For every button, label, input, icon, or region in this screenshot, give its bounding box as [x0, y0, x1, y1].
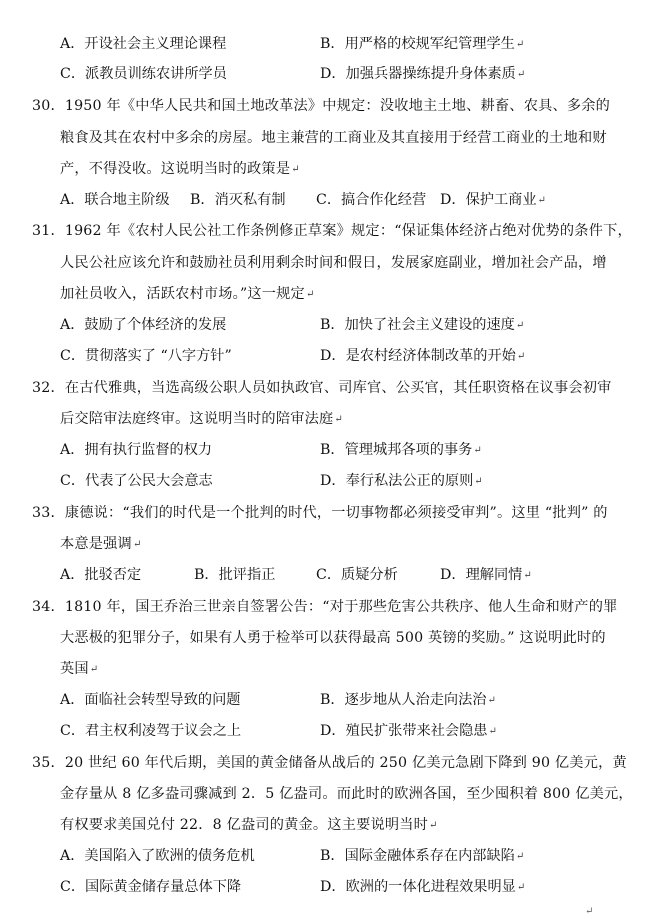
option-d: D．是农村经济体制改革的开始↵ [320, 348, 526, 364]
question-35-line-3: 有权要求美国兑付 22．8 亿盎司的黄金。这主要说明当时↵ [60, 817, 438, 833]
option-b: B．批评指正 [194, 567, 276, 583]
option-c: C．质疑分析 [316, 567, 398, 583]
option-c: C．国际黄金储存量总体下降 [60, 879, 242, 895]
option-b: B．管理城邦各项的事务↵ [320, 442, 482, 458]
question-33-line-2: 本意是强调↵ [60, 536, 142, 552]
option-d: D．奉行私法公正的原则↵ [320, 473, 483, 489]
question-31-line-3: 加社员收入，活跃农村市场。”这一规定↵ [60, 286, 315, 302]
option-a: A．面临社会转型导致的问题 [60, 692, 241, 708]
question-32-line-2: 后交陪审法庭终审。这说明当时的陪审法庭↵ [60, 411, 343, 427]
option-d: D．加强兵器操练提升身体素质↵ [320, 66, 526, 82]
paragraph-mark: ↵ [585, 906, 594, 917]
option-a: A．开设社会主义理论课程 [60, 36, 227, 52]
option-b: B．加快了社会主义建设的速度↵ [320, 317, 525, 333]
question-34-line-2: 大恶极的犯罪分子，如果有人勇于检举可以获得最高 500 英镑的奖励。” 这说明此时的 [60, 630, 606, 646]
option-b: B．消灭私有制 [190, 192, 286, 208]
option-c: C．君主权利凌驾于议会之上 [60, 723, 242, 739]
question-33-line-1: 33．康德说：“我们的时代是一个批判的时代，一切事物都必须接受审判”。这里 “批判” 的 [32, 505, 608, 521]
question-30-line-1: 30．1950 年《中华人民共和国土地改革法》中规定：没收地主土地、耕畜、农具、多余的 [32, 98, 611, 114]
option-d: D．殖民扩张带来社会隐患↵ [320, 723, 497, 739]
option-d: D．欧洲的一体化进程效果明显↵ [320, 879, 526, 895]
option-b: B．逐步地从人治走向法治↵ [320, 692, 496, 708]
option-a: A．批驳否定 [60, 567, 142, 583]
question-35-line-2: 金存量从 8 亿多盎司骤减到 2．5 亿盎司。而此时的欧洲各国，至少囤积着 800 亿美元， [60, 786, 633, 802]
option-a: A．拥有执行监督的权力 [60, 442, 213, 458]
option-c: C．搞合作化经营 [316, 192, 427, 208]
option-a: A．鼓励了个体经济的发展 [60, 317, 227, 333]
option-d: D．理解同情↵ [440, 567, 532, 583]
option-a: A．联合地主阶级 [60, 192, 170, 208]
question-35-line-1: 35．20 世纪 60 年代后期，美国的黄金储备从战后的 250 亿美元急剧下降到 90 亿美元，黄 [32, 755, 627, 771]
question-34-line-1: 34．1810 年，国王乔治三世亲自签署公告：“对于那些危害公共秩序、他人生命和财产的罪 [32, 599, 618, 615]
question-30-line-2: 粮食及其在农村中多余的房屋。地主兼营的工商业及其直接用于经营工商业的土地和财 [60, 130, 607, 146]
option-c: C．代表了公民大会意志 [60, 473, 213, 489]
question-31-line-1: 31．1962 年《农村人民公社工作条例修正草案》规定：“保证集体经济占绝对优势的条件下， [32, 223, 632, 239]
option-c: C．贯彻落实了 “八字方针” [60, 348, 232, 364]
option-c: C．派教员训练农讲所学员 [60, 66, 227, 82]
option-a: A．美国陷入了欧洲的债务危机 [60, 848, 255, 864]
question-30-line-3: 产，不得没收。这说明当时的政策是↵ [60, 161, 300, 177]
question-31-line-2: 人民公社应该允许和鼓励社员利用剩余时间和假日，发展家庭副业，增加社会产品，增 [60, 255, 607, 271]
option-b: B．国际金融体系存在内部缺陷↵ [320, 848, 525, 864]
question-34-line-3: 英国↵ [60, 661, 99, 677]
option-b: B．用严格的校规军纪管理学生↵ [320, 36, 525, 52]
option-d: D．保护工商业↵ [440, 192, 546, 208]
question-32-line-1: 32．在古代雅典，当选高级公职人员如执政官、司库官、公买官，其任职资格在议事会初审 [32, 380, 612, 396]
